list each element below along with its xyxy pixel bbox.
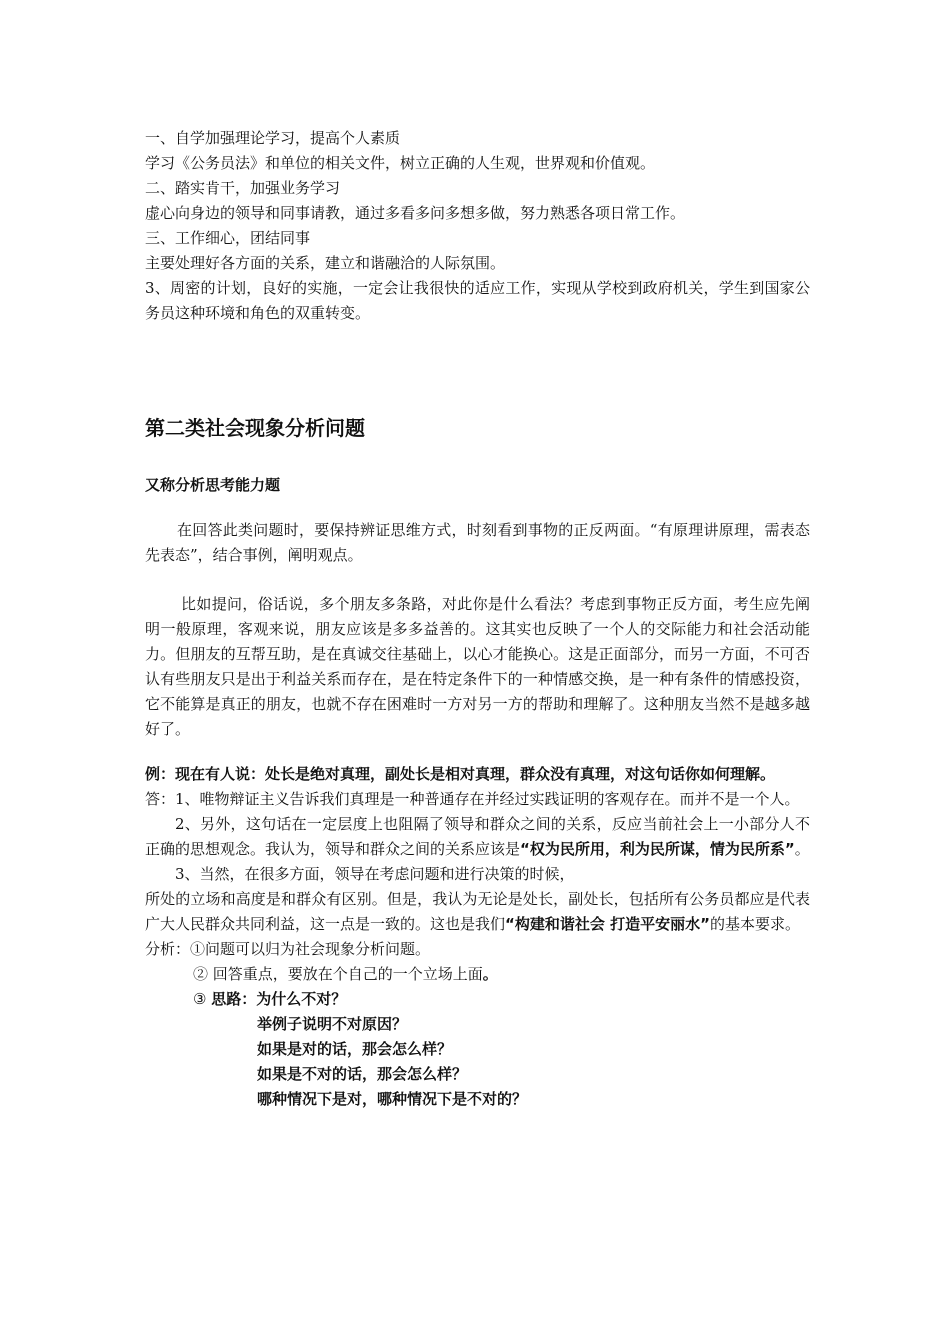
answer-2 — [145, 812, 810, 862]
section1-line-3: 二、踏实肯干，加强业务学习 — [145, 179, 341, 197]
section1-line-5: 三、工作细心，团结同事 — [145, 229, 311, 247]
section-heading: 第二类社会现象分析问题 — [145, 416, 365, 440]
thought-4: 哪种情况下是对，哪种情况下是不对的？ — [257, 1090, 528, 1108]
answer-3 — [145, 887, 810, 937]
section1-line-2: 学习《公务员法》和单位的相关文件，树立正确的人生观，世界观和价值观。 — [145, 154, 656, 172]
answer-3-line-1: 3、当然，在很多方面，领导在考虑问题和进行决策的时候， — [175, 865, 575, 883]
intro-paragraph: 在回答此类问题时，要保持辨证思维方式，时刻看到事物的正反两面。“有原理讲原理，需表态先表态”，结合事例，阐明观点。 — [145, 521, 810, 564]
answer-1: 答：1、唯物辩证主义告诉我们真理是一种普通存在并经过实践证明的客观存在。而并不是一个人。 — [145, 790, 800, 808]
example-question: 例：现在有人说：处长是绝对真理，副处长是相对真理，群众没有真理，对这句话你如何理解。 — [145, 765, 776, 783]
analysis-item-3-marker: ③ — [193, 990, 212, 1008]
answer-2-text: 2、另外，这句话在一定层度上也阻隔了领导和群众之间的关系，反应当前社会上一小部分人不正确的思想观念。我认为，领导和群众之间的关系应该是 — [145, 815, 810, 858]
answer-3-text: 所处的立场和高度是和群众有区别。但是，我认为无论是处长，副处长，包括所有公务员都应是代表广大人民群众共同利益，这一点是一致的。这也是我们 — [145, 890, 810, 933]
section-subheading: 又称分析思考能力题 — [145, 476, 281, 494]
analysis-item-2-text: ② 回答重点，要放在个自己的一个立场上面 — [193, 965, 483, 983]
section1-line-1: 一、自学加强理论学习，提高个人素质 — [145, 129, 401, 147]
section1-line-6: 主要处理好各方面的关系，建立和谐融洽的人际氛围。 — [145, 254, 506, 272]
example-paragraph: 比如提问，俗话说，多个朋友多条路，对此你是什么看法？考虑到事物正反方面，考生应先阐明一般原理，客观来说，朋友应该是多多益善的。这其实也反映了一个人的交际能力和社会活动能力。但朋友的互帮互助，是在真诚交往基础上，以心才能换心。这是正面部分，而另一方面，不可否认有些朋友只是出于利益关系而存在，是在特定条件下的一种情感交换，是一种有条件的情感投资，它不能算是真正的朋友，也就不存在困难时一方对另一方的帮助和理解了。这种朋友当然不是越多越好了。 — [145, 595, 810, 738]
example-block — [145, 762, 810, 1112]
thought-3: 如果是不对的话，那会怎么样？ — [257, 1065, 468, 1083]
answer-3-end: 的基本要求。 — [709, 915, 800, 933]
thought-2: 如果是对的话，那会怎么样？ — [257, 1040, 453, 1058]
answer-2-end: 。 — [794, 840, 810, 858]
answer-3-emphasis: “构建和谐社会 打造平安丽水” — [505, 915, 710, 933]
analysis-item-2-end: 。 — [482, 965, 498, 983]
section1-line-4: 虚心向身边的领导和同事请教，通过多看多问多想多做，努力熟悉各项日常工作。 — [145, 204, 686, 222]
section1-point-3: 3、周密的计划，良好的实施，一定会让我很快的适应工作，实现从学校到政府机关，学生到国家公务员这种环境和角色的双重转变。 — [145, 279, 810, 322]
analysis-label: 分析： — [145, 940, 191, 958]
answer-2-emphasis: “权为民所用，利为民所谋，情为民所系” — [520, 840, 795, 858]
thought-1: 举例子说明不对原因？ — [257, 1015, 408, 1033]
analysis-item-3 — [145, 987, 810, 1012]
analysis-item-1-text: ①问题可以归为社会现象分析问题。 — [190, 940, 431, 958]
analysis-item-2 — [145, 962, 810, 987]
analysis-item-3-text: 思路：为什么不对？ — [211, 990, 347, 1008]
analysis-item-1 — [145, 937, 810, 962]
section1 — [145, 126, 810, 326]
